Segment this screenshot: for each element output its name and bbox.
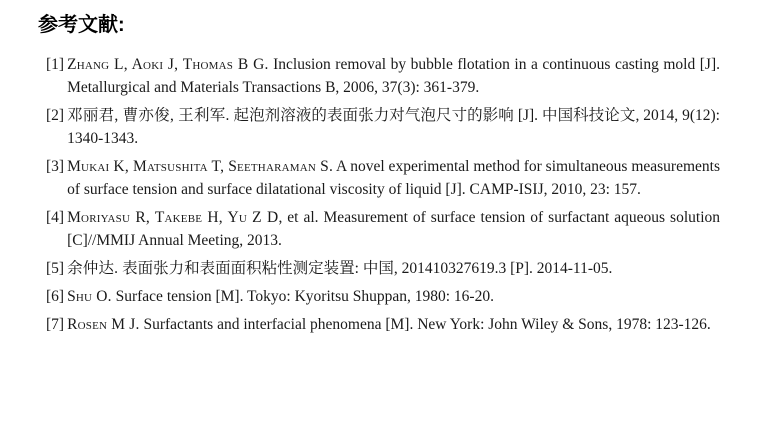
reference-rest: Inclusion removal by bubble flotation in a continuous casting mold [J]. Metallurgical and Materials Transactions B, 2006, 37(3): 361-379. (67, 56, 720, 96)
reference-text (67, 285, 720, 308)
reference-number: [6] (46, 288, 65, 305)
references-list (38, 53, 720, 336)
reference-text (67, 313, 720, 336)
reference-text (67, 206, 720, 252)
reference-item-4 (46, 206, 720, 252)
reference-number: [5] (46, 260, 65, 277)
reference-rest: A novel experimental method for simultaneous measurements of surface tension and surface dilatational viscosity of liquid [J]. CAMP-ISIJ, 2010, 23: 157. (67, 158, 720, 198)
reference-number: [4] (46, 209, 65, 226)
reference-number: [2] (46, 107, 65, 124)
reference-item-6 (46, 285, 720, 308)
reference-item-1 (46, 53, 720, 99)
reference-authors: Moriyasu R, Takebe H, Yu Z D (67, 209, 279, 226)
reference-authors: Shu O. (67, 288, 112, 305)
reference-rest: , et al. Measurement of surface tension of surfactant aqueous solution [C]//MMIJ Annual Meeting, 2013. (67, 209, 721, 249)
reference-rest: 起泡剂溶液的表面张力对气泡尺寸的影响 [J]. 中国科技论文, 2014, 9(12): 1340-1343. (67, 107, 720, 147)
reference-number: [1] (46, 56, 65, 73)
reference-rest: Surface tension [M]. Tokyo: Kyoritsu Shuppan, 1980: 16-20. (111, 288, 494, 305)
reference-authors: Zhang L, Aoki J, Thomas B G. (67, 56, 269, 73)
reference-authors: Rosen M J. (67, 316, 140, 333)
reference-text (67, 104, 720, 150)
reference-rest: Surfactants and interfacial phenomena [M]. New York: John Wiley & Sons, 1978: 123-126. (139, 316, 711, 333)
reference-text (67, 53, 720, 99)
reference-number: [7] (46, 316, 65, 333)
reference-number: [3] (46, 158, 65, 175)
reference-item-5 (46, 257, 720, 280)
reference-authors: 邓丽君, 曹亦俊, 王利军. (67, 107, 230, 124)
reference-authors: Mukai K, Matsushita T, Seetharaman S. (67, 158, 334, 175)
reference-item-3 (46, 155, 720, 201)
reference-rest: 表面张力和表面面积粘性测定装置: 中国, 201410327619.3 [P]. 2014-11-05. (118, 260, 613, 277)
reference-item-7 (46, 313, 720, 336)
reference-text (67, 155, 720, 201)
reference-item-2 (46, 104, 720, 150)
reference-text (67, 257, 720, 280)
references-title: 参考文献: (38, 14, 125, 36)
reference-authors: 余仲达. (67, 260, 119, 277)
